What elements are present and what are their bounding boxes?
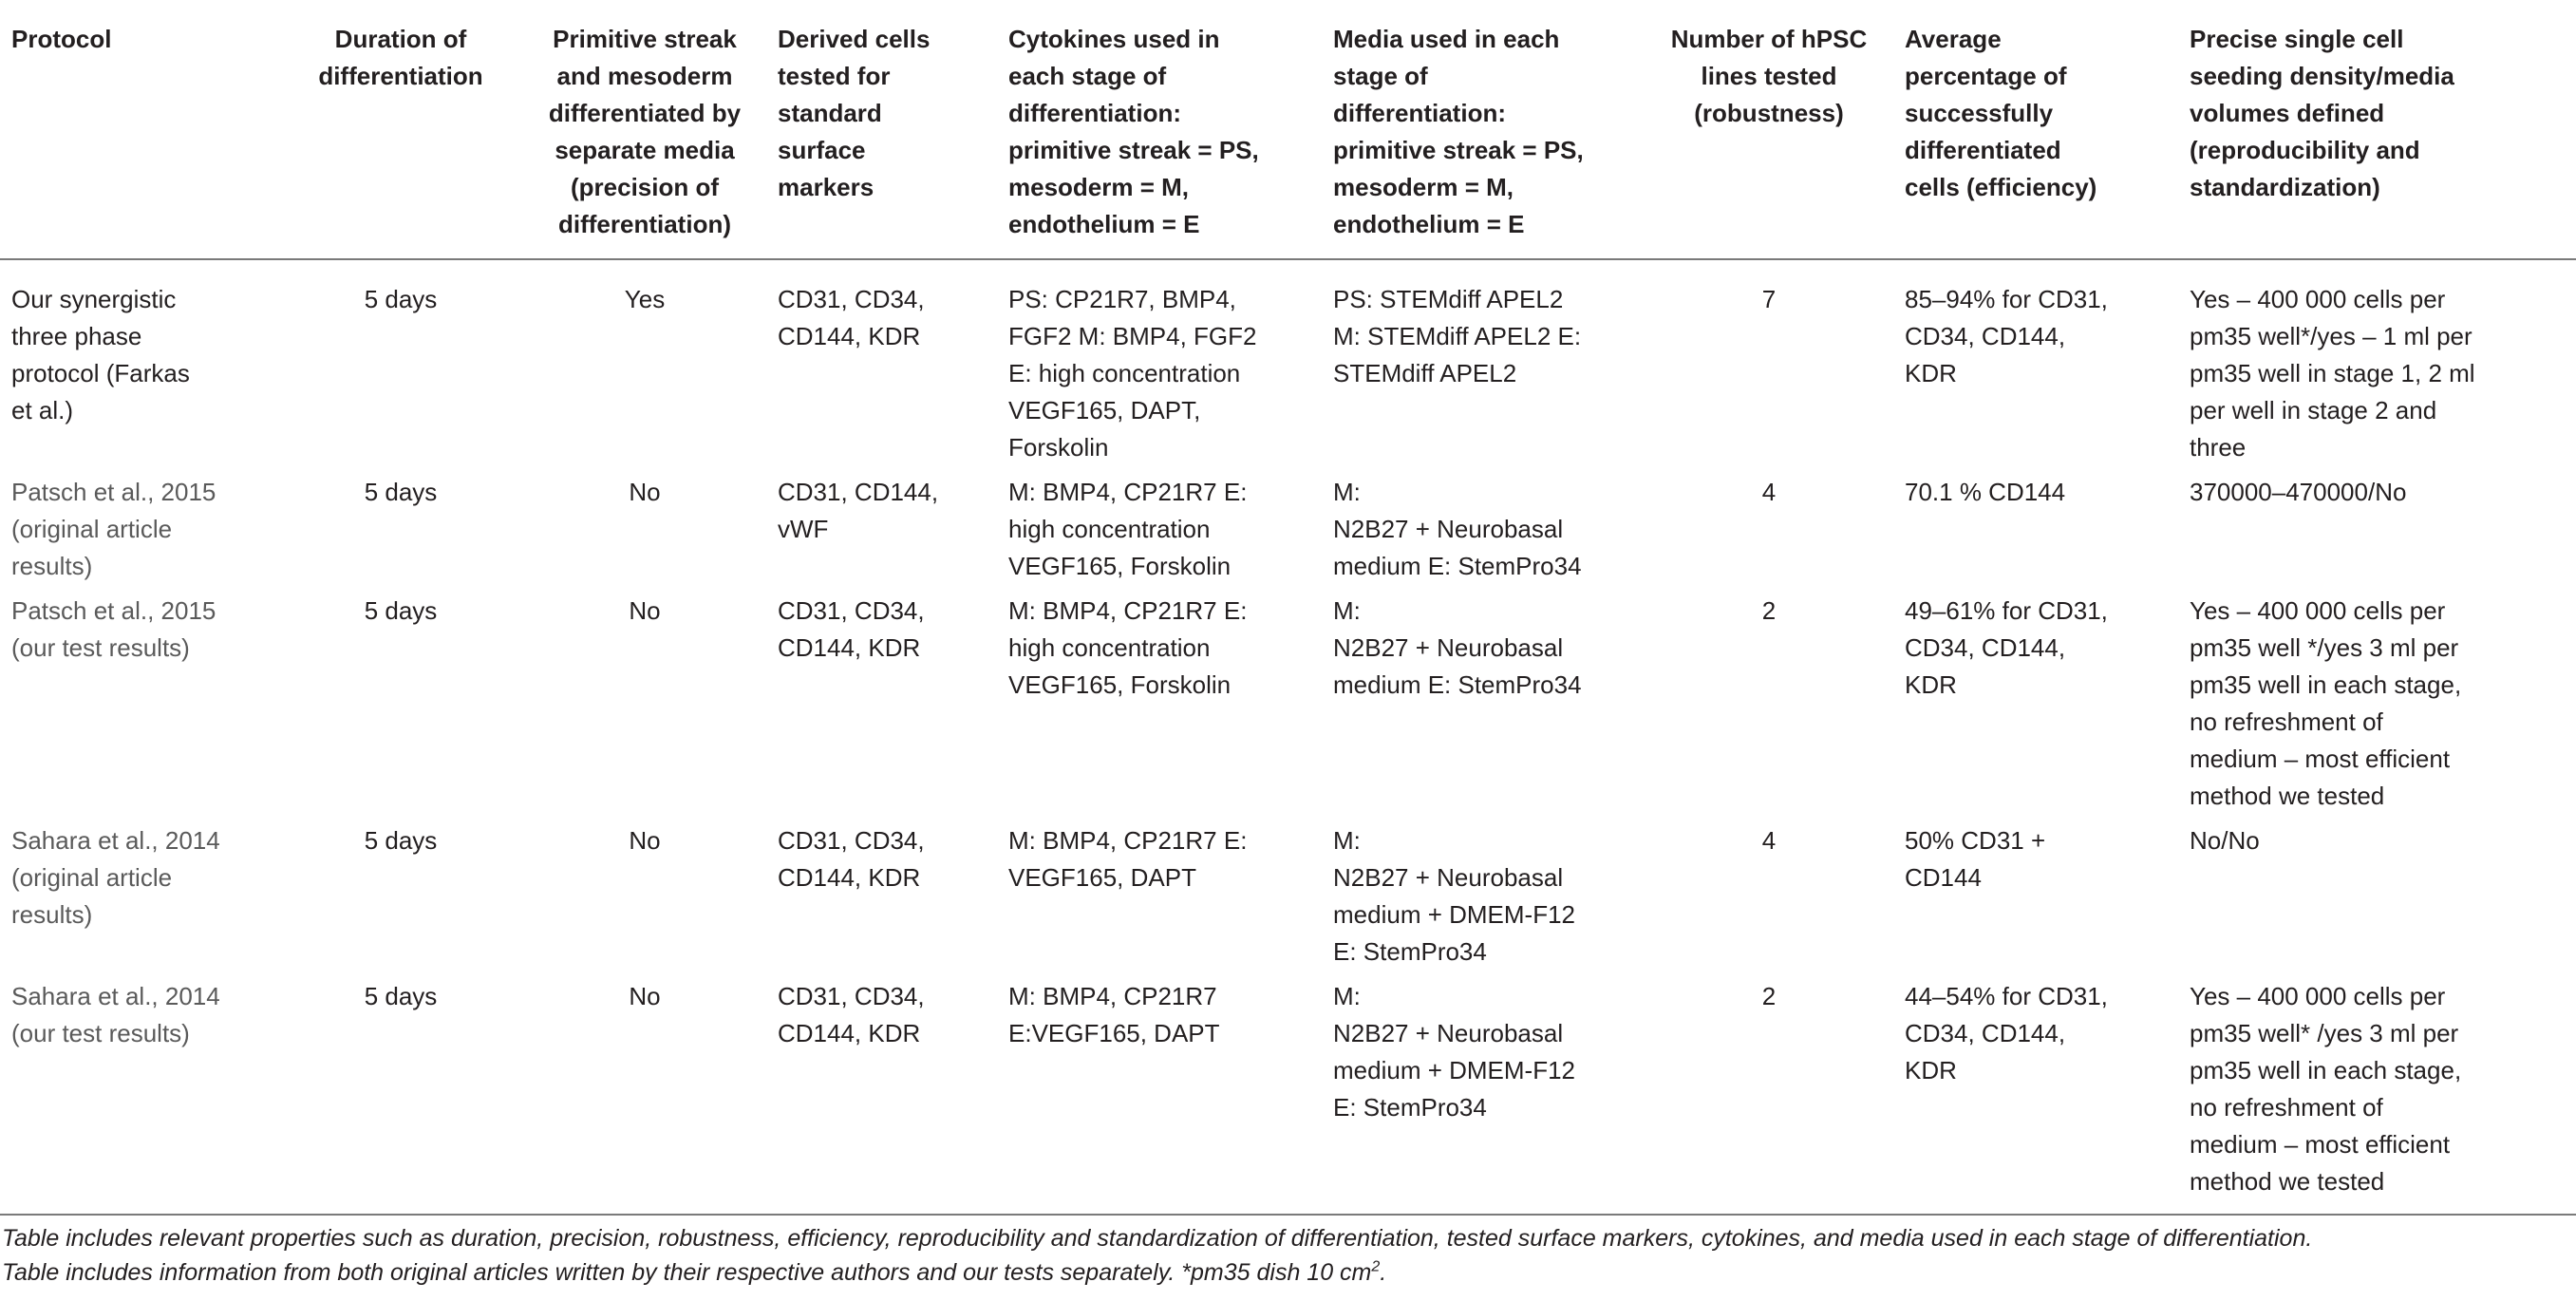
cell-protocol: Sahara et al., 2014 (our test results) [0,971,278,1215]
cell-markers: CD31, CD34, CD144, KDR [778,596,925,662]
cell-protocol: Patsch et al., 2015 (original article results) [11,478,216,580]
cell-separate-media: No [629,826,661,855]
cell-markers: CD31, CD34, CD144, KDR [778,826,925,892]
header-markers: Derived cells tested for standard surface markers [766,0,997,259]
cell-protocol: Our synergistic three phase protocol (Farkas et al.) [11,285,190,424]
cell-cytokines: PS: CP21R7, BMP4, FGF2 M: BMP4, FGF2 E: high concentration VEGF165, DAPT, Forskolin [1008,285,1257,462]
header-seeding: Precise single cell seeding density/media volumes defined (reproducibility and standardization) [2178,0,2576,259]
caption-line-2 [2,1255,2566,1290]
cell-lines: 4 [1761,826,1777,855]
cell-duration: 5 days [364,285,438,313]
header-row [0,0,2576,259]
cell-duration: 5 days [278,971,523,1215]
cell-seeding: 370000–470000/No [2190,478,2407,506]
header-efficiency: Average percentage of successfully differentiated cells (efficiency) [1893,0,2178,259]
cell-lines: 2 [1761,596,1777,625]
table-row [0,466,2576,585]
cell-separate-media: No [629,596,661,625]
cell-lines: 4 [1761,478,1777,506]
cell-efficiency: 49–61% for CD31, CD34, CD144, KDR [1905,596,2108,699]
cell-media: PS: STEMdiff APEL2 M: STEMdiff APEL2 E: STEMdiff APEL2 [1333,285,1582,387]
cell-duration: 5 days [364,478,438,506]
table-caption [0,1221,2566,1290]
cell-efficiency: 44–54% for CD31, CD34, CD144, KDR [1893,971,2178,1215]
cell-seeding: Yes – 400 000 cells per pm35 well*/yes – 1 ml per pm35 well in stage 1, 2 ml per well in stage 2 and three [2190,285,2475,462]
cell-efficiency: 85–94% for CD31, CD34, CD144, KDR [1905,285,2108,387]
table-row [0,585,2576,815]
header-separate-media: Primitive streak and mesoderm differentiated by separate media (precision of differentiation) [523,0,766,259]
table-row [0,971,2576,1215]
cell-cytokines: M: BMP4, CP21R7 E:VEGF165, DAPT [997,971,1322,1215]
caption-line-1: Table includes relevant properties such as duration, precision, robustness, efficiency, reproducibility and standardization of differentiation, tested surface markers, cytokines, and media used in each stage of differentiation. [2,1225,2313,1252]
cell-separate-media: Yes [624,285,666,313]
cell-lines: 7 [1761,285,1777,313]
cell-markers: CD31, CD34, CD144, KDR [766,971,997,1215]
cell-cytokines: M: BMP4, CP21R7 E: high concentration VEGF165, Forskolin [1008,596,1248,699]
caption-end: . [1380,1259,1387,1286]
cell-protocol: Sahara et al., 2014 (original article results) [11,826,220,929]
cell-duration: 5 days [364,596,438,625]
cell-media: M: N2B27 + Neurobasal medium E: StemPro34 [1333,596,1582,699]
cell-duration: 5 days [364,826,438,855]
header-lines: Number of hPSC lines tested (robustness) [1645,0,1893,259]
header-duration: Duration of differentiation [278,0,523,259]
header-cytokines: Cytokines used in each stage of differentiation: primitive streak = PS, mesoderm = M, endothelium = E [997,0,1322,259]
caption-line-2-text: Table includes information from both original articles written by their respective authors and our tests separately. *pm35 dish 10 cm [2,1259,1372,1286]
header-protocol: Protocol [0,0,278,259]
cell-seeding: No/No [2190,826,2260,855]
cell-cytokines: M: BMP4, CP21R7 E: high concentration VEGF165, Forskolin [1008,478,1248,580]
cell-separate-media: No [629,478,661,506]
caption-superscript: 2 [1371,1258,1381,1275]
cell-efficiency: 50% CD31 + CD144 [1905,826,2046,892]
cell-separate-media: No [523,971,766,1215]
cell-lines: 2 [1645,971,1893,1215]
cell-media: M: N2B27 + Neurobasal medium + DMEM-F12 E: StemPro34 [1322,971,1645,1215]
cell-markers: CD31, CD144, vWF [778,478,939,543]
table-row [0,259,2576,466]
cell-seeding: Yes – 400 000 cells per pm35 well */yes 3 ml per pm35 well in each stage, no refreshment of medium – most efficient method we tested [2190,596,2462,810]
cell-markers: CD31, CD34, CD144, KDR [778,285,925,350]
cell-media: M: N2B27 + Neurobasal medium E: StemPro34 [1333,478,1582,580]
cell-cytokines: M: BMP4, CP21R7 E: VEGF165, DAPT [1008,826,1248,892]
table-row [0,815,2576,971]
cell-efficiency: 70.1 % CD144 [1905,478,2066,506]
cell-media: M: N2B27 + Neurobasal medium + DMEM-F12 E: StemPro34 [1333,826,1575,966]
header-media: Media used in each stage of differentiation: primitive streak = PS, mesoderm = M, endothelium = E [1322,0,1645,259]
cell-protocol: Patsch et al., 2015 (our test results) [11,596,216,662]
cell-seeding: Yes – 400 000 cells per pm35 well* /yes 3 ml per pm35 well in each stage, no refreshment of medium – most efficient method we tested [2178,971,2576,1215]
